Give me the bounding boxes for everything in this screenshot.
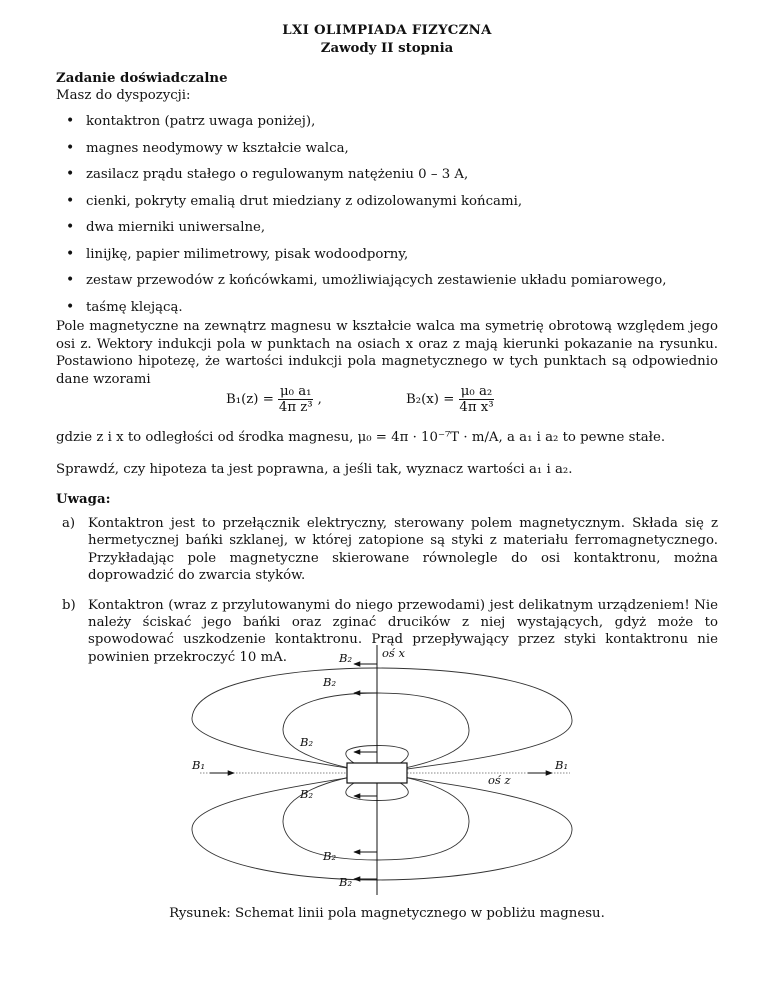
axis-x-label: oś x bbox=[382, 646, 405, 660]
b2-label: B₂ bbox=[300, 787, 314, 801]
axis-z-label: oś z bbox=[488, 773, 511, 787]
formula-b1-tail: , bbox=[317, 392, 322, 407]
task-intro: Masz do dyspozycji: bbox=[56, 88, 191, 103]
page-subtitle: Zawody II stopnia bbox=[320, 41, 454, 56]
note-label: b) bbox=[62, 597, 76, 613]
b1-label-right: B₁ bbox=[555, 758, 569, 772]
note-text: Kontaktron jest to przełącznik elektryczny, sterowany polem magnetycznym. Składa się z hermetycznej bańki szklanej, w której zatopione są styki z materiału ferromagnetycznego. Przykładając pole magnetyczne skierowane równolegle do osi kontaktronu, można doprowadzić do zwarcia styków. bbox=[88, 516, 718, 584]
b2-label: B₂ bbox=[339, 875, 353, 889]
task-question: Sprawdź, czy hipoteza ta jest poprawna, a jeśli tak, wyznacz wartości a₁ i a₂. bbox=[56, 462, 573, 477]
page-title: LXI OLIMPIADA FIZYCZNA bbox=[282, 23, 492, 38]
definitions-paragraph: gdzie z i x to odległości od środka magnesu, μ₀ = 4π · 10⁻⁷T · m/A, a a₁ i a₂ to pewne stałe. bbox=[56, 430, 666, 445]
list-item: • cienki, pokryty emalią drut miedziany z odizolowanymi końcami, bbox=[56, 194, 718, 221]
formula-b1-numerator: μ₀ a₁ bbox=[280, 384, 312, 399]
list-item: • zestaw przewodów z końcówkami, umożliwiających zestawienie układu pomiarowego, bbox=[56, 273, 718, 300]
formula-b2-numerator: μ₀ a₂ bbox=[460, 384, 493, 399]
field-line bbox=[192, 668, 572, 773]
field-line bbox=[192, 773, 572, 880]
note-label: a) bbox=[62, 516, 76, 531]
list-item: • taśmę klejącą. bbox=[56, 300, 718, 327]
list-item: • dwa mierniki uniwersalne, bbox=[56, 220, 718, 247]
formula-b2-lhs: B₂(x) = bbox=[406, 392, 455, 407]
formula-b2-denominator: 4π x³ bbox=[459, 400, 494, 415]
b1-label-left: B₁ bbox=[192, 758, 206, 772]
list-item: • kontaktron (patrz uwaga poniżej), bbox=[56, 114, 718, 141]
figure-caption: Rysunek: Schemat linii pola magnetycznego w pobliżu magnesu. bbox=[169, 906, 605, 921]
notes-heading: Uwaga: bbox=[56, 492, 111, 507]
formula-b1-lhs: B₁(z) = bbox=[226, 392, 274, 407]
note-text: Kontaktron (wraz z przylutowanymi do niego przewodami) jest delikatnym urządzeniem! Nie należy ściskać jego bańki oraz zginać drucików z niej wystających, gdyż może to spowodować uszkodzenie kontaktronu. Prąd przepływający przez styki kontaktronu nie powinien przekroczyć 10 mA. bbox=[88, 597, 718, 665]
field-line bbox=[283, 693, 469, 773]
task-heading: Zadanie doświadczalne bbox=[56, 71, 228, 86]
formula-b1-denominator: 4π z³ bbox=[278, 400, 313, 415]
hypothesis-paragraph: Pole magnetyczne na zewnątrz magnesu w kształcie walca ma symetrię obrotową względem jego osi z. Wektory indukcji pola w punktach na osiach x oraz z mają kierunki pokazanie na rysunku. Postawiono hipotezę, że wartości indukcji pola magnetycznego w tych punktach są odpowiednio dane wzorami bbox=[56, 319, 718, 387]
b2-label: B₂ bbox=[300, 735, 314, 749]
b2-label: B₂ bbox=[323, 675, 337, 689]
list-item: • linijkę, papier milimetrowy, pisak wodoodporny, bbox=[56, 247, 718, 274]
magnet-rect bbox=[347, 763, 407, 783]
list-item: • magnes neodymowy w kształcie walca, bbox=[56, 141, 718, 168]
b2-label: B₂ bbox=[323, 849, 337, 863]
b2-label: B₂ bbox=[339, 651, 353, 665]
list-item: • zasilacz prądu stałego o regulowanym natężeniu 0 – 3 A, bbox=[56, 167, 718, 194]
